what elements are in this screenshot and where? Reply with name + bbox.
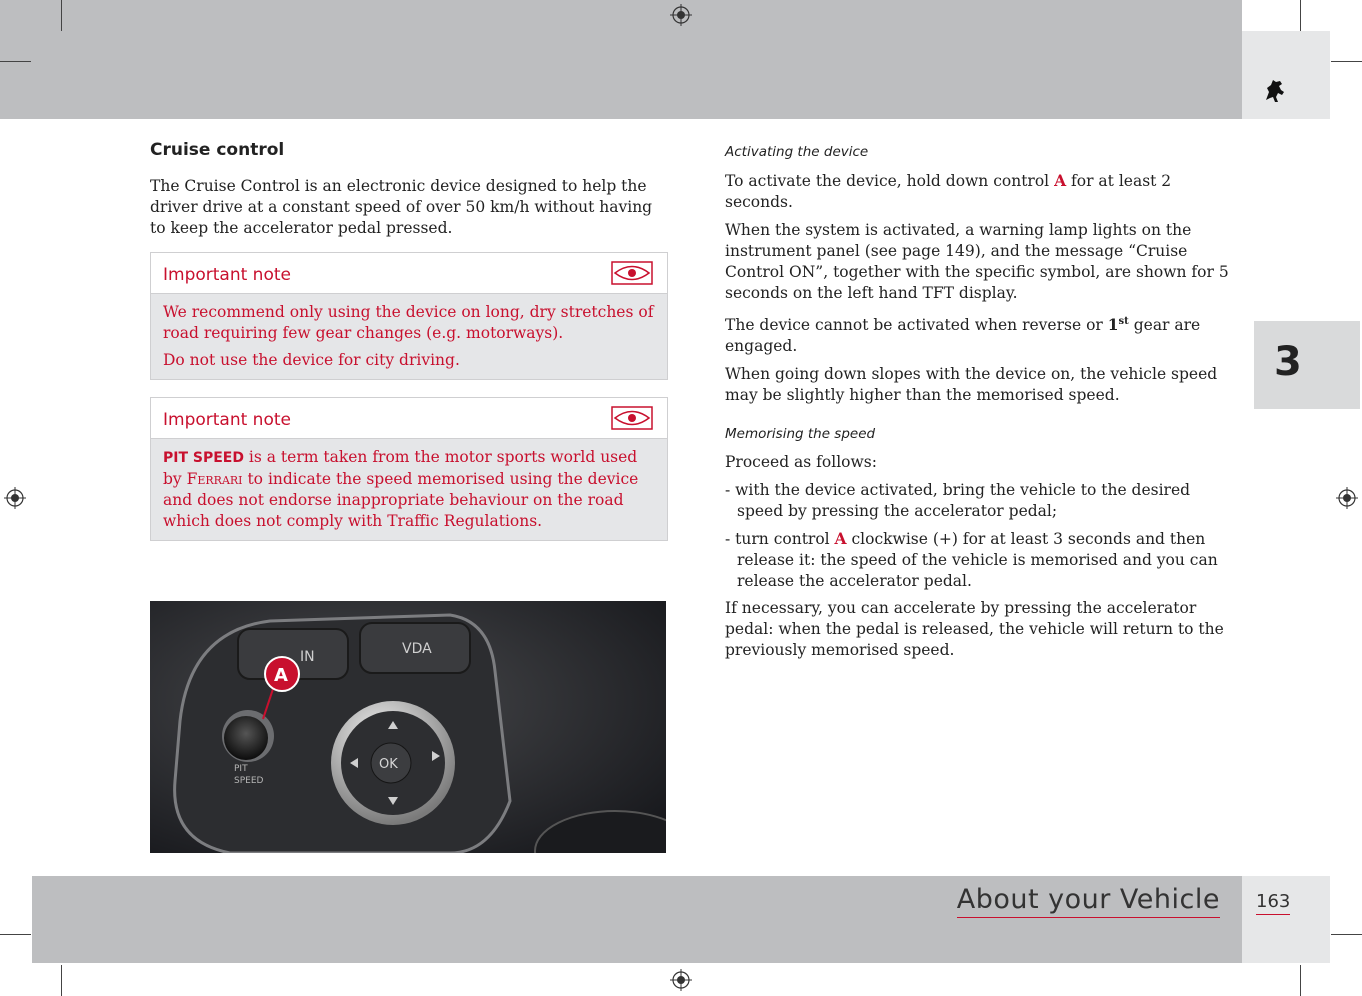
gear-number: 1	[1107, 315, 1119, 335]
eye-icon	[611, 406, 653, 430]
registration-mark-icon	[4, 487, 26, 509]
text-part: The device cannot be activated when reverse or	[725, 316, 1108, 335]
crop-mark	[1331, 61, 1362, 62]
subheading-activating: Activating the device	[725, 144, 869, 160]
page-number: 163	[1256, 891, 1290, 915]
ok-button-label: OK	[379, 757, 398, 772]
note-text	[163, 447, 655, 532]
speed-label: SPEED	[234, 776, 264, 786]
eye-icon	[611, 261, 653, 285]
paragraph: When the system is activated, a warning lamp lights on the instrument panel (see page 149), and the message “Cruise Control ON”, together with the specific symbol, are shown for 5 seconds on the left hand TFT display.	[725, 221, 1229, 302]
registration-mark-icon	[1336, 487, 1358, 509]
cruise-control-illustration	[150, 601, 666, 853]
page-number-box	[1242, 876, 1330, 963]
crop-mark	[0, 934, 31, 935]
pit-speed-term: PIT SPEED	[163, 450, 244, 466]
text-part: for at least 2 seconds.	[725, 172, 1172, 211]
note-text: We recommend only using the device on long, dry stretches of road requiring few gear changes (e.g. motorways).	[163, 303, 654, 342]
paragraph: Proceed as follows:	[725, 453, 877, 472]
note-label: Important note	[163, 410, 291, 430]
control-ref: A	[1054, 171, 1067, 190]
note-header	[151, 398, 667, 439]
section-heading: Cruise control	[150, 140, 285, 160]
brand-name: Ferrari	[186, 470, 243, 488]
text-part: gear are engaged.	[725, 316, 1201, 356]
control-photo	[150, 601, 666, 853]
gear-suffix: st	[1118, 316, 1129, 327]
crop-mark	[61, 0, 62, 31]
text-part: To activate the device, hold down control	[725, 172, 1055, 190]
note-header	[151, 253, 667, 294]
footer-section-title: About your Vehicle	[957, 884, 1220, 918]
paragraph	[725, 170, 1240, 213]
note-text-part: to indicate the speed memorised using the device and does not endorse inappropriate behaviour on the road which does not comply with Traffic Regulations.	[163, 470, 639, 530]
chapter-number: 3	[1274, 339, 1302, 385]
header-bar	[0, 0, 1242, 119]
in-button-label: IN	[300, 649, 315, 665]
crop-mark	[1300, 0, 1301, 31]
control-ref: A	[834, 529, 847, 549]
registration-mark-icon	[670, 4, 692, 26]
callout-a: A	[274, 665, 288, 686]
text-part: clockwise (+) for at least 3 seconds and then release it: the speed of the vehicle is memorised and you can release the accelerator pedal.	[737, 530, 1218, 591]
note-body	[151, 294, 667, 379]
paragraph: When going down slopes with the device on, the vehicle speed may be slightly higher than the memorised speed.	[725, 365, 1218, 405]
prancing-horse-logo	[1260, 76, 1290, 106]
note-text-part: is a term taken from the motor sports world used by	[163, 448, 638, 488]
intro-paragraph: The Cruise Control is an electronic device designed to help the driver drive at a constant speed of over 50 km/h without having to keep the accelerator pedal pressed.	[150, 177, 653, 237]
crop-mark	[1300, 965, 1301, 996]
crop-mark	[61, 965, 62, 996]
important-note-1	[150, 252, 668, 380]
note-body	[151, 439, 667, 540]
right-column	[725, 142, 1240, 668]
crop-mark	[0, 61, 31, 62]
paragraph	[725, 311, 1240, 357]
registration-mark-icon	[670, 969, 692, 991]
pit-label: PIT	[234, 764, 248, 774]
list-item: - with the device activated, bring the vehicle to the desired speed by pressing the accelerator pedal;	[725, 481, 1191, 521]
important-note-2	[150, 397, 668, 541]
chapter-tab[interactable]	[1254, 321, 1360, 409]
subheading-memorising: Memorising the speed	[725, 426, 876, 443]
vda-button-label: VDA	[402, 641, 432, 657]
note-text: Do not use the device for city driving.	[163, 351, 460, 369]
note-label: Important note	[163, 265, 291, 285]
list-item	[725, 528, 1240, 592]
crop-mark	[1331, 934, 1362, 935]
text-part: - turn control	[725, 530, 835, 549]
paragraph: If necessary, you can accelerate by pressing the accelerator pedal: when the pedal is released, the vehicle will return to the previously memorised speed.	[725, 599, 1224, 660]
